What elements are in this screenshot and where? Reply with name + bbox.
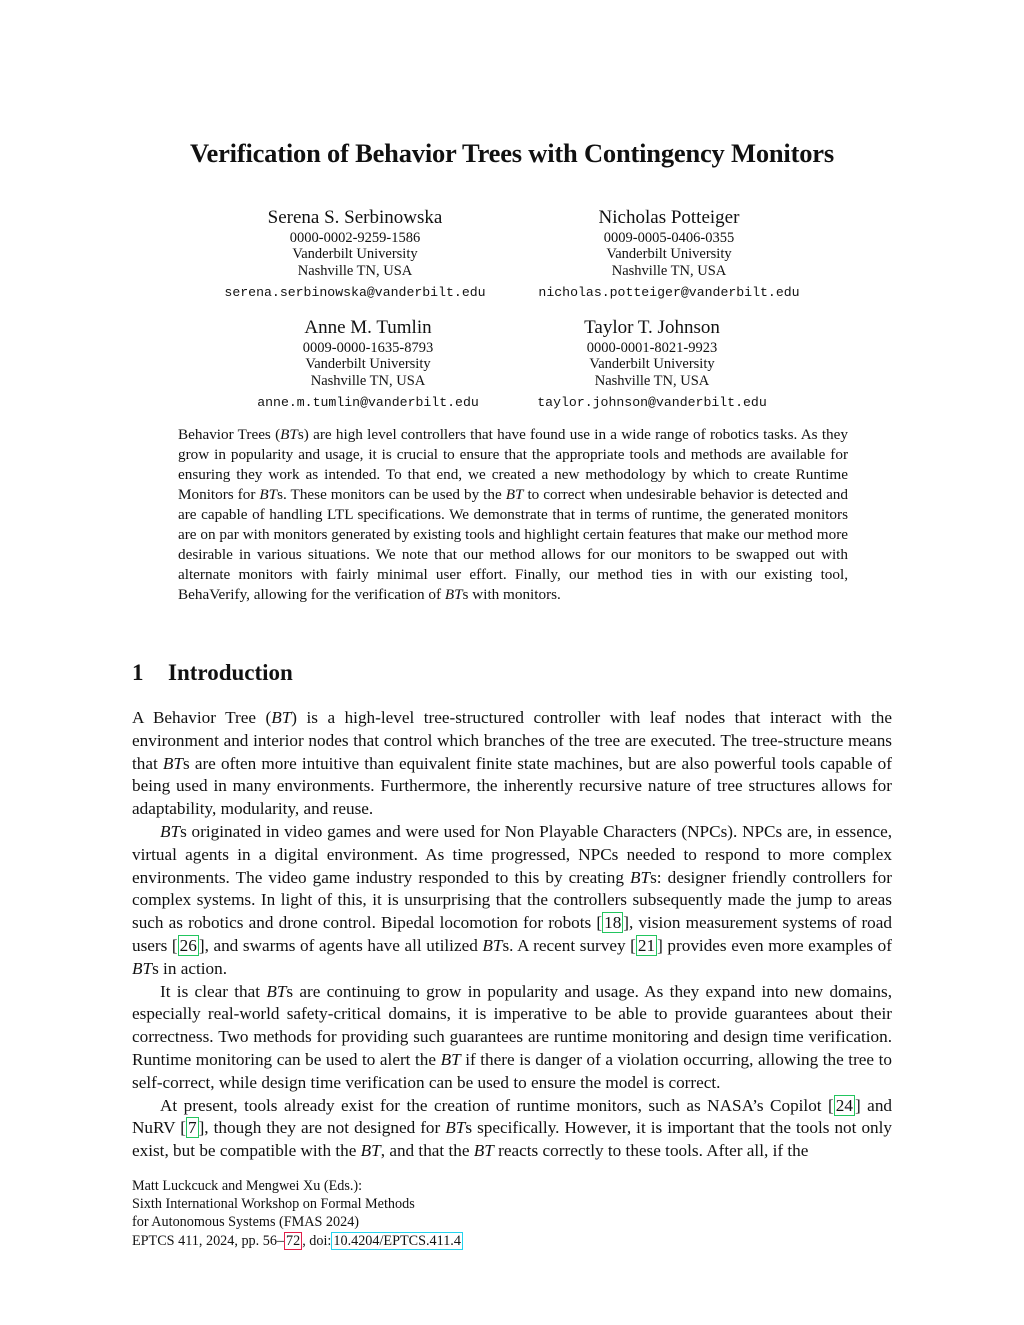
author-location: Nashville TN, USA <box>310 372 426 389</box>
author-block <box>487 316 817 411</box>
author-email[interactable]: taylor.johnson@vanderbilt.edu <box>537 395 767 411</box>
author-block <box>504 206 834 301</box>
author-affiliation: Vanderbilt University <box>305 356 431 373</box>
author-orcid: 0009-0000-1635-8793 <box>302 340 434 356</box>
section-heading <box>132 660 293 686</box>
paragraph: A Behavior Tree (BT) is a high-level tree-structured controller with leaf nodes that interact with the environment and interior nodes that control which branches of the tree are executed. The tree-structure means that BTs are often more intuitive than equivalent finite state machines, but are also powerful tools capable of being used in many environments. Furthermore, the inherently recursive nature of tree structures allows for adaptability, modularity, and reuse. <box>132 708 892 819</box>
author-location: Nashville TN, USA <box>594 372 710 389</box>
footer-workshop-cont: for Autonomous Systems (FMAS 2024) <box>132 1214 360 1231</box>
author-block <box>203 316 533 411</box>
author-email[interactable]: serena.serbinowska@vanderbilt.edu <box>224 285 486 301</box>
citation-link[interactable]: 18 <box>604 913 622 933</box>
paragraph: BTs originated in video games and were used for Non Playable Characters (NPCs). NPCs are, in essence, virtual agents in a digital environment. As time progressed, NPCs needed to respond to more complex environments. The video game industry responded to this by creating BTs: designer friendly controllers for complex systems. In light of this, it is unsurprising that the controllers subsequently made the jump to areas such as robotics and drone control. Bipedal locomotion for robots [ 18 ], vision measurement systems of road users [ 26 ], and swarms of agents have all utilized BTs. A recent survey [ 21 ] provides even more examples of BTs in action. <box>132 821 892 978</box>
footer-eptcs: EPTCS 411, 2024, pp. 56– 72 , doi: 10.4204/EPTCS.411.4 <box>132 1232 461 1249</box>
author-email[interactable]: nicholas.potteiger@vanderbilt.edu <box>538 285 800 301</box>
citation-link[interactable]: 21 <box>637 935 656 955</box>
author-affiliation: Vanderbilt University <box>606 246 732 263</box>
section-number: 1 <box>132 660 144 685</box>
last-page-link[interactable]: 72 <box>286 1232 301 1249</box>
footer-workshop: Sixth International Workshop on Formal Methods <box>132 1196 415 1213</box>
citation-link[interactable]: 26 <box>179 935 197 955</box>
footer-citation <box>132 1177 463 1250</box>
paper-title: Verification of Behavior Trees with Contingency Monitors <box>190 138 834 168</box>
author-location: Nashville TN, USA <box>297 262 413 279</box>
body-text <box>132 707 892 1163</box>
paragraph: It is clear that BTs are continuing to grow in popularity and usage. As they expand into new domains, especially real-world safety-critical domains, it is imperative to be able to provide guarantees about their correctness. Two methods for providing such guarantees are runtime monitoring and design time verification. Runtime monitoring can be used to alert the BT if there is danger of a violation occurring, allowing the tree to self-correct, while design time verification can be used to ensure the model is correct. <box>132 981 892 1092</box>
abstract-paragraph: Behavior Trees (BTs) are high level controllers that have found use in a wide range of robotics tasks. As they grow in popularity and usage, it is crucial to ensure that the appropriate tools and methods are available for ensuring they work as intended. To that end, we created a new methodology by which to create Runtime Monitors for BTs. These monitors can be used by the BT to correct when undesirable behavior is detected and are capable of handling LTL specifications. We demonstrate that in terms of runtime, the generated monitors are on par with monitors generated by existing tools and highlight certain features that make our method more desirable in various situations. We note that our method allows for our monitors to be swapped out with alternate monitors with fairly minimal user effort. Finally, our method ties in with our existing tool, BehaVerify, allowing for the verification of BTs with monitors. <box>178 426 848 603</box>
author-name: Nicholas Potteiger <box>598 207 740 228</box>
section-title: Introduction <box>168 660 293 685</box>
paragraph: At present, tools already exist for the creation of runtime monitors, such as NASA’s Copilot [ 24 ] and NuRV [ 7 ], though they are not designed for BTs specifically. However, it is important that the tools not only exist, but be compatible with the BT, and that the BT reacts correctly to these tools. After all, if the <box>132 1095 893 1161</box>
author-location: Nashville TN, USA <box>611 262 727 279</box>
doi-link[interactable]: 10.4204/EPTCS.411.4 <box>333 1232 461 1249</box>
author-email[interactable]: anne.m.tumlin@vanderbilt.edu <box>257 395 479 411</box>
author-name: Anne M. Tumlin <box>304 317 432 338</box>
footer-editors: Matt Luckcuck and Mengwei Xu (Eds.): <box>132 1178 363 1194</box>
author-block <box>190 206 520 301</box>
author-orcid: 0000-0002-9259-1586 <box>289 230 421 246</box>
citation-link[interactable]: 7 <box>187 1118 197 1138</box>
author-orcid: 0009-0005-0406-0355 <box>603 230 735 246</box>
citation-link[interactable]: 24 <box>835 1095 853 1115</box>
author-affiliation: Vanderbilt University <box>589 356 715 373</box>
author-affiliation: Vanderbilt University <box>292 246 418 263</box>
author-name: Taylor T. Johnson <box>584 317 720 338</box>
abstract <box>178 425 848 605</box>
author-name: Serena S. Serbinowska <box>267 207 443 228</box>
author-orcid: 0000-0001-8021-9923 <box>586 340 718 356</box>
